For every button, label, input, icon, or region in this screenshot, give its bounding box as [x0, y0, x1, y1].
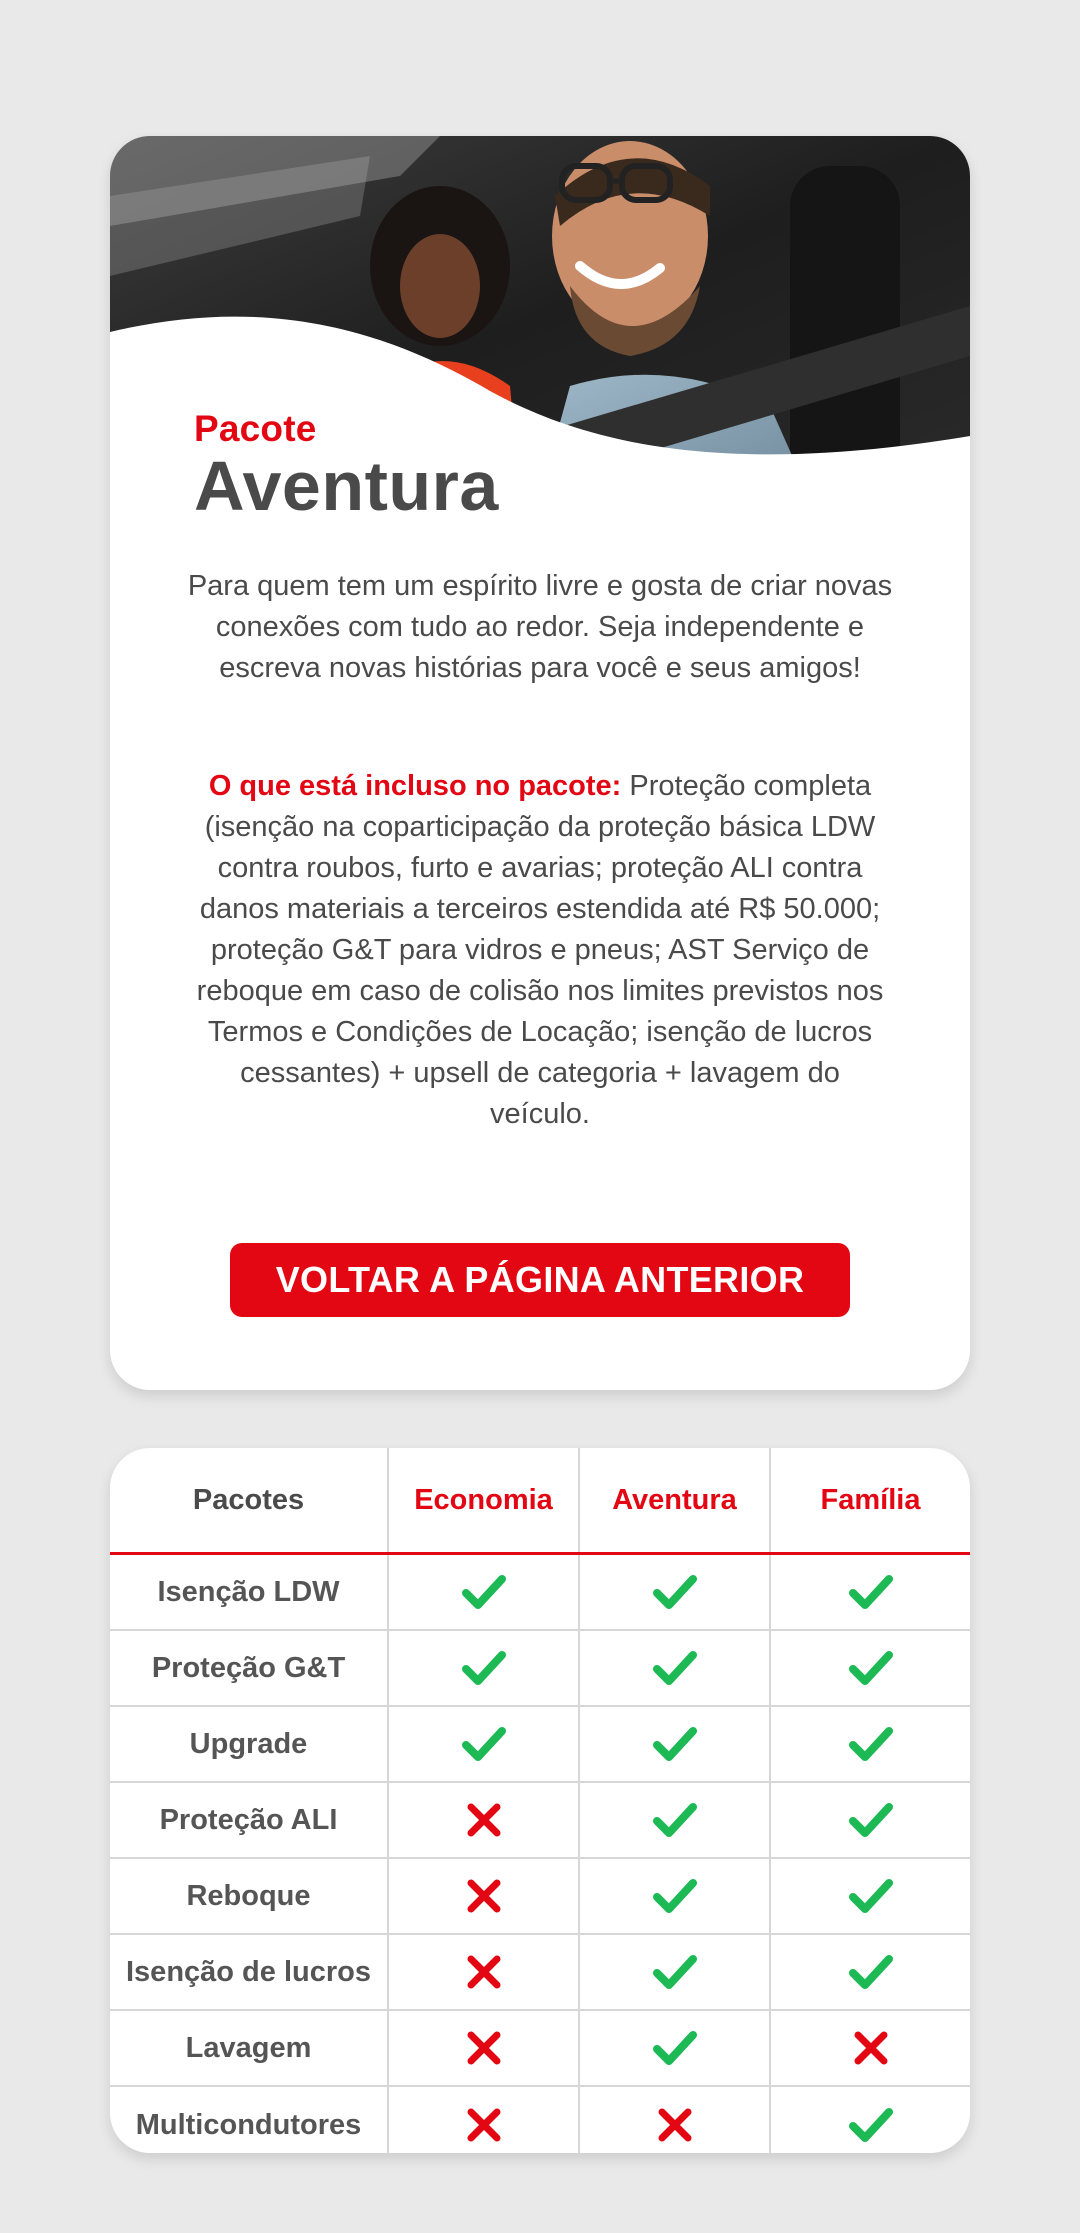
cross-icon [388, 1782, 579, 1858]
check-icon [579, 1782, 770, 1858]
package-kicker: Pacote [194, 408, 317, 449]
package-description: Para quem tem um espírito livre e gosta de criar novas conexões com tudo ao redor. Seja independente e escreva novas histórias para você e seus amigos! [187, 570, 893, 684]
check-icon [770, 1630, 970, 1706]
header-economia: Economia [388, 1448, 579, 1554]
header-aventura: Aventura [579, 1448, 770, 1554]
cross-icon [388, 1858, 579, 1934]
table-row [110, 2086, 970, 2153]
check-icon [770, 1782, 970, 1858]
check-icon [579, 1706, 770, 1782]
check-icon [770, 2086, 970, 2153]
cross-icon [579, 2086, 770, 2153]
included-label: O que está incluso no pacote: [208, 770, 622, 802]
check-icon [579, 1934, 770, 2010]
package-title: Aventura [194, 447, 499, 525]
check-icon [388, 1554, 579, 1631]
table-row [110, 2010, 970, 2086]
row-label: Proteção G&T [110, 1630, 388, 1706]
table-row [110, 1858, 970, 1934]
row-label: Lavagem [110, 2010, 388, 2086]
package-card [110, 136, 970, 1390]
check-icon [388, 1630, 579, 1706]
header-pacotes: Pacotes [110, 1448, 388, 1554]
check-icon [770, 1858, 970, 1934]
check-icon [770, 1934, 970, 2010]
row-label: Isenção LDW [110, 1554, 388, 1631]
table-header-row [110, 1448, 970, 1554]
table-row [110, 1934, 970, 2010]
comparison-table-card [110, 1448, 970, 2153]
table-row [110, 1782, 970, 1858]
row-label: Isenção de lucros [110, 1934, 388, 2010]
included-text: Proteção completa (isenção na coparticipação da proteção básica LDW contra roubos, furto e avarias; proteção ALI contra danos materiais a terceiros estendida até R$ 50.000; proteção G&T para vidros e pneus; AST Serviço de reboque em caso de colisão nos limites previstos nos Termos e Condições de Locação; isenção de lucros cessantes) + upsell de categoria + lavagem do veículo. [196, 770, 884, 1130]
row-label: Proteção ALI [110, 1782, 388, 1858]
check-icon [579, 1630, 770, 1706]
row-label: Upgrade [110, 1706, 388, 1782]
table-row [110, 1706, 970, 1782]
check-icon [388, 1706, 579, 1782]
check-icon [770, 1706, 970, 1782]
row-label: Multicondutores [135, 2108, 362, 2141]
header-familia: Família [770, 1448, 970, 1554]
back-button[interactable]: VOLTAR A PÁGINA ANTERIOR [230, 1243, 850, 1317]
cross-icon [770, 2010, 970, 2086]
table-row [110, 1630, 970, 1706]
cross-icon [388, 1934, 579, 2010]
comparison-table [110, 1448, 970, 2153]
check-icon [579, 1554, 770, 1631]
cross-icon [388, 2010, 579, 2086]
package-included [194, 766, 886, 1135]
check-icon [770, 1554, 970, 1631]
check-icon [579, 1858, 770, 1934]
row-label: Reboque [110, 1858, 388, 1934]
cross-icon [388, 2086, 579, 2153]
check-icon [579, 2010, 770, 2086]
table-row [110, 1554, 970, 1631]
